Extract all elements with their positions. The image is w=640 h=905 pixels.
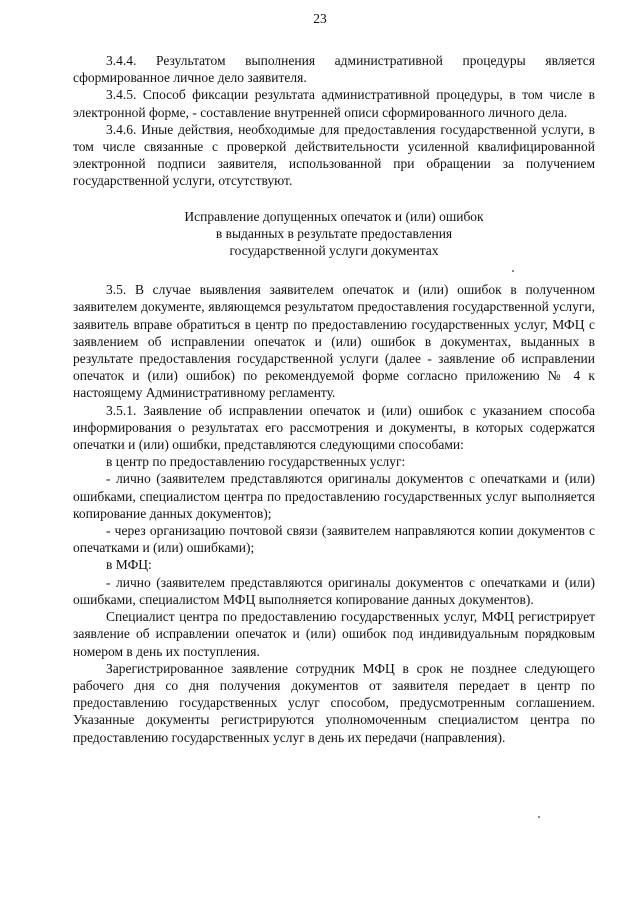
- paragraph-center-in-person: - лично (заявителем представляются оригиналы документов с опечатками и (или) ошибками, специалистом центра по предоставлению государственных услуг выполняется копирование данных документов);: [73, 471, 595, 521]
- paragraph-registration: Специалист центра по предоставлению государственных услуг, МФЦ регистрирует заявление об исправлении опечаток и (или) ошибок под индивидуальным порядковым номером в день их поступления.: [73, 609, 595, 659]
- paragraph-center-heading: в центр по предоставлению государственных услуг:: [106, 454, 406, 470]
- paragraph-3-4-5: 3.4.5. Способ фиксации результата административной процедуры, в том числе в электронной форме, - составление внутренней описи сформированного личного дела.: [73, 87, 595, 120]
- section-heading-line-2: в выданных в результате предоставления: [215, 225, 453, 241]
- section-heading-line-1: Исправление допущенных опечаток и (или) ошибок: [184, 208, 484, 224]
- page-number: 23: [313, 11, 327, 26]
- spacer: [73, 190, 595, 208]
- paragraph-mfc-heading: в МФЦ:: [106, 557, 152, 573]
- section-heading: [73, 208, 595, 260]
- paragraph-3-5-1: 3.5.1. Заявление об исправлении опечаток и (или) ошибок с указанием способа информирования о результатах его рассмотрения и документы, в которых содержатся опечатки и (или) ошибки, представляются следующими способами:: [73, 402, 595, 453]
- spacer: [73, 259, 595, 281]
- document-body: [73, 52, 595, 746]
- paragraph-mfc-in-person: - лично (заявителем представляются оригиналы документов с опечатками и (или) ошибками, специалистом МФЦ выполняется копирование данных документов).: [73, 574, 595, 607]
- paragraph-3-4-6: 3.4.6. Иные действия, необходимые для предоставления государственной услуги, в том числе связанные с проверкой действительности усиленной квалифицированной электронной подписи заявителя, использованной при обращении за получением государственной услуги, отсутствуют.: [73, 121, 595, 189]
- scan-speck: [538, 816, 540, 818]
- paragraph-3-4-4: 3.4.4. Результатом выполнения административной процедуры является сформированное личное дело заявителя.: [73, 53, 595, 86]
- paragraph-transfer: Зарегистрированное заявление сотрудник МФЦ в срок не позднее следующего рабочего дня со дня получения документов от заявителя передает в центр по предоставлению государственных услуг способом, предусмотренным соглашением. Указанные документы регистрируются уполномоченным специалистом центра по предоставлению государственных услуг в день их передачи (направления).: [73, 660, 595, 745]
- section-heading-line-3: государственной услуги документах: [229, 243, 439, 259]
- paragraph-3-5: 3.5. В случае выявления заявителем опечаток и (или) ошибок в полученном заявителем документе, являющемся результатом предоставления государственной услуги, заявитель вправе обратиться в центр по предоставлению государственных услуг, МФЦ с заявлением об исправлении опечаток и (или) ошибок в документах, выданных в результате предоставления государственной услуги (далее - заявление об исправлении опечаток и (или) ошибок) по рекомендуемой форме согласно приложению № 4 к настоящему Административному регламенту.: [73, 282, 595, 401]
- paragraph-center-by-mail: - через организацию почтовой связи (заявителем направляются копии документов с опечатками и (или) ошибками);: [73, 523, 595, 556]
- scan-speck: [512, 270, 514, 272]
